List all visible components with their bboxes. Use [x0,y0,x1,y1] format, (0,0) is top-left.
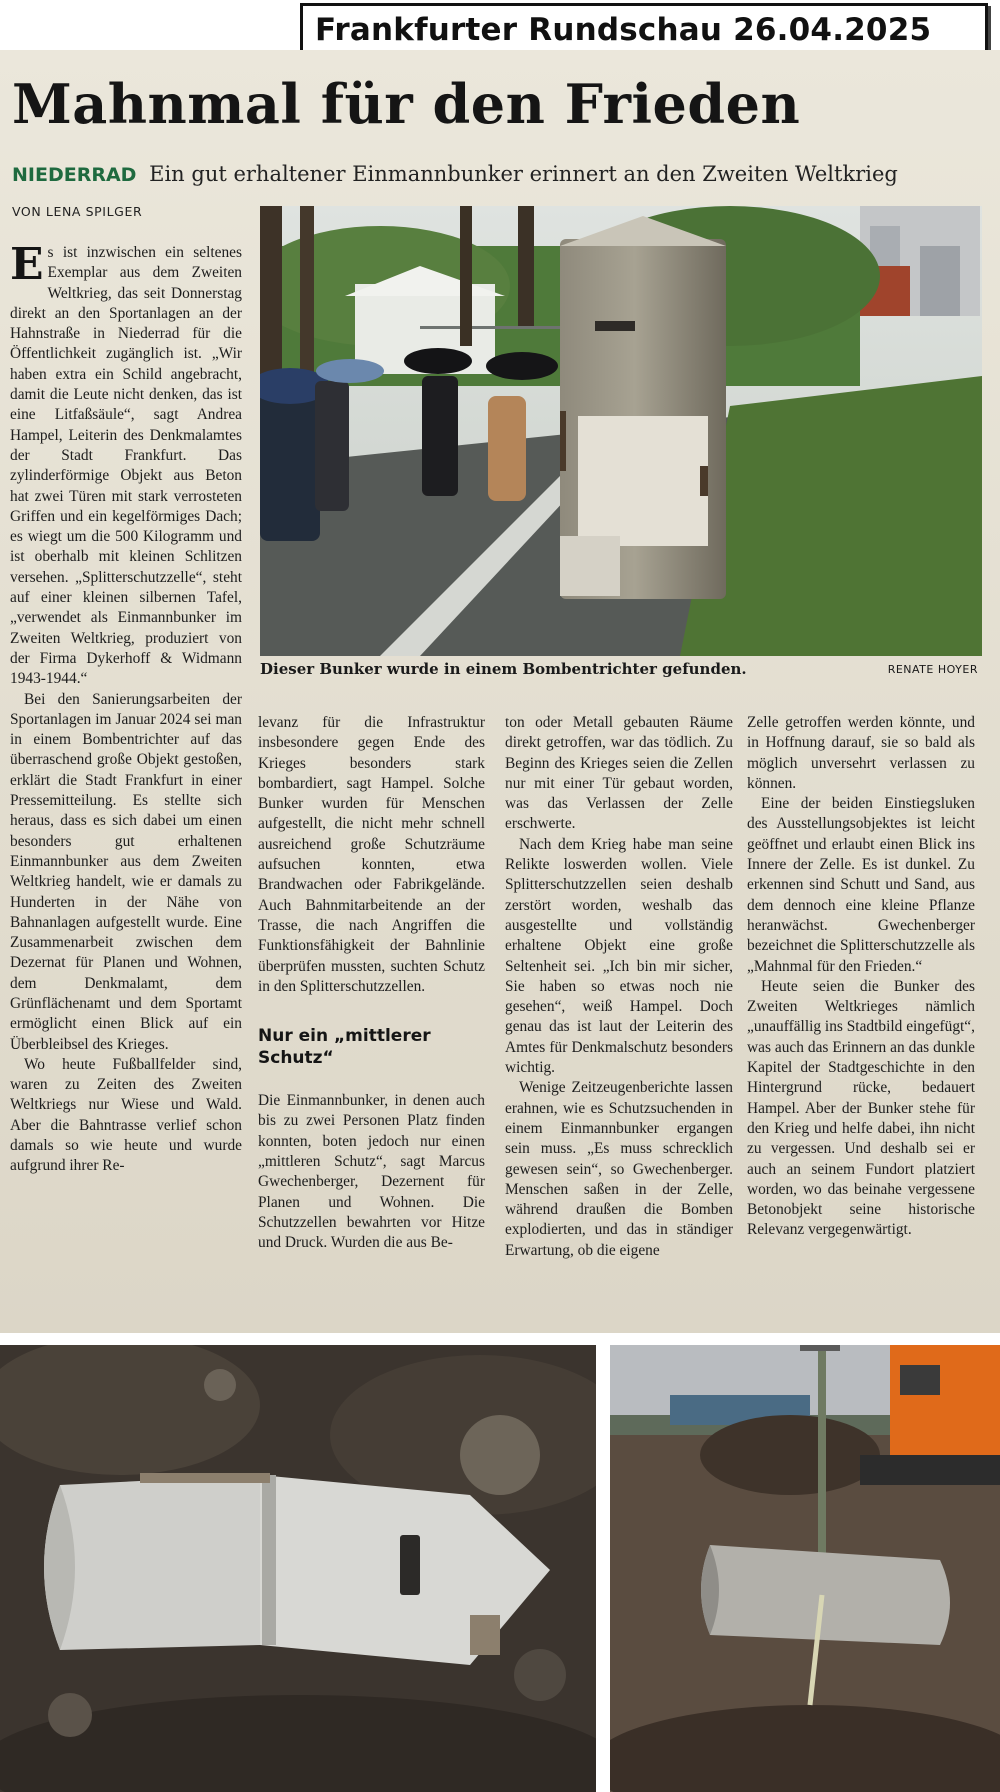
photo-caption [260,660,982,682]
paragraph: Wenige Zeitzeugenberichte lassen erahnen, wie es Schutzsuchenden in einem Einmannbunker ergangen sein muss. „Es muss schrecklich gewesen sein“, so Gwechenberger. Menschen saßen in der Zelle, während draußen die Bomben explodierten, und das in ständiger Erwartung, ob die eigene [505,1079,733,1259]
paragraph: Bei den Sanierungsarbeiten der Sportanlagen im Januar 2024 sei man in einem Bombentrichter auf das überraschend große Objekt gestoßen, erklärt die Stadt Frankfurt in einer Pressemitteilung. Es stellte sich heraus, dass es sich dabei um einen besonders gut erhaltenen Einmannbunker aus dem Zweiten Weltkrieg handelt, wie er damals zu Hunderten in der Nähe von Bahnanlagen aufgestellt wurde. Eine Zusammenarbeit zwischen dem Dezernat für Planen und Wohnen, dem Denkmalamt, dem Grünflächenamt und dem Sportamt ermöglicht einen Blick auf ein Überbleibsel des Krieges. [10,690,242,1053]
photo-credit: RENATE HOYER [887,663,978,676]
article-column-3 [505,713,733,1261]
article-subhead: Ein gut erhaltener Einmannbunker erinnert an den Zweiten Weltkrieg [149,162,898,186]
paragraph: Die Einmannbunker, in denen auch bis zu zwei Personen Platz finden konnten, boten jedoch nur einen „mittleren Schutz“, sagt Marcus Gwechenberger, Dezernent für Planen und Wohnen. Die Schutzzellen bewahrten vor Hitze und Druck. Wurden die aus Be- [258,1092,485,1252]
article-column-1 [10,239,242,1177]
article-byline: VON LENA SPILGER [12,204,143,219]
paragraph: Wo heute Fußballfelder sind, waren zu Zeiten des Zweiten Weltkriegs nur Wiese und Wald. Aber die Bahntrasse verlief schon damals so wie heute und wurde aufgrund ihrer Re- [10,1055,242,1175]
article-column-4 [747,713,975,1241]
bunker-lifting-photo [610,1345,1000,1792]
dropcap: E [10,239,44,290]
article-column-2 [258,713,485,1254]
masthead-title: Frankfurter Rundschau 26.04.2025 [315,12,932,48]
paragraph: ton oder Metall gebauten Räume direkt getroffen, war das tödlich. Zu Beginn des Krieges seien die Zellen nur mit einer Tür gebaut worden, was das Verlassen der Zelle erschwerte. [505,714,733,833]
paragraph-text: s ist inzwischen ein seltenes Exemplar aus dem Zweiten Weltkrieg, das seit Donnerstag direkt an den Sportanlagen an der Hahnstraße in Niederrad für die Öffentlichkeit zugänglich ist. „Wir haben extra ein Schild angebracht, damit die Leute nicht denken, das ist eine Litfaßsäule“, sagt Andrea Hampel, Leiterin des Denkmalamtes der Stadt Frankfurt. Das zylinderförmige Objekt aus Beton hat zwei Türen mit stark verrosteten Griffen und ein kegelförmiges Dach; es wiegt um die 500 Kilogramm und ist oberhalb mit kleinen Schlitzen versehen. „Splitterschutzzelle“, steht auf einer kleinen silbernen Tafel, „verwendet als Einmannbunker im Zweiten Weltkrieg, produziert von der Firma Dykerhoff & Widmann 1943-1944.“ [10,244,242,688]
paragraph: Zelle getroffen werden könnte, und in Hoffnung darauf, sie so bald als möglich unversehrt verlassen zu können. [747,714,975,792]
excavated-bunker-photo [0,1345,596,1792]
paragraph: Nach dem Krieg habe man seine Relikte loswerden wollen. Viele Splitterschutzzellen seien deshalb zerstört worden, weshalb das ausgestellte und vollständig erhaltene Objekt eine große Seltenheit sei. „Ich bin mir sicher, Sie haben so etwas noch nie gesehen“, weiß Hampel. Doch genau das ist laut der Leiterin des Amtes für Denkmalschutz besonders wichtig. [505,835,733,1077]
paragraph [10,239,242,690]
paragraph: Heute seien die Bunker des Zweiten Weltkrieges nämlich „unauffällig ins Stadtbild eingefügt“, was auch das Erinnern an das dunkle Kapitel der Stadtgeschichte in den Hintergrund rücke, bedauert Hampel. Aber der Bunker stehe für den Krieg und helfe dabei, ihn nicht zu vergessen. Und deshalb sei er auch an seinem Fundort platziert worden, wo das beinahe vergessene Betonobjekt seine historische Relevanz vergegenwärtigt. [747,977,975,1239]
caption-text: Dieser Bunker wurde in einem Bombentrichter gefunden. [260,660,747,678]
subheading: Nur ein „mittlerer Schutz“ [258,1026,431,1069]
article-headline: Mahnmal für den Frieden [12,72,801,136]
article-kicker: NIEDERRAD [12,164,137,186]
paragraph: levanz für die Infrastruktur insbesondere gegen Ende des Krieges besonders stark bombardiert, sagt Hampel. Solche Bunker wurden für Menschen aufgestellt, die nicht mehr schnell ausreichend große Schutzräume aufsuchen konnten, etwa Brandwachen oder Fabrikgelände. Auch Bahnmitarbeitende an der Trasse, die nach Angriffen die Funktionsfähigkeit der Bahnlinie überprüfen mussten, suchten Schutz in den Splitterschutzzellen. [258,714,485,995]
bunker-photo [260,206,982,656]
article-subline [12,162,898,186]
paragraph: Eine der beiden Einstiegsluken des Ausstellungsobjektes ist leicht geöffnet und erlaubt einen Blick ins Innere der Zelle. Es ist dunkel. Zu erkennen sind Schutt und Sand, aus dem dennoch eine kleine Pflanze heranwächst. Gwechenberger bezeichnet die Splitterschutzzelle als „Mahnmal für den Frieden.“ [747,795,975,975]
